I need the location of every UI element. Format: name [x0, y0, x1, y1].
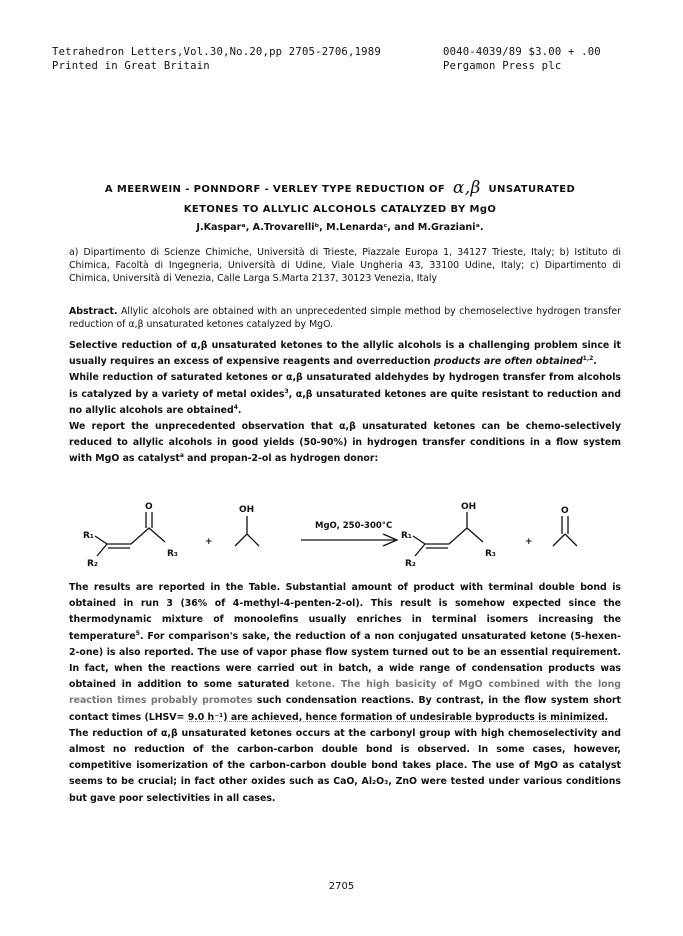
enone-r2: R₂	[87, 559, 98, 569]
paragraph-3: We report the unprecedented observation that α,β unsaturated ketones can be chemo-selectively reduced to allylic alcohols in good yields (50-90%) in hydrogen transfer conditions in a flow system with MgO as catalyst$^a$ and propan-2-ol as hydrogen donor:	[69, 421, 621, 465]
acetone-skeleton	[553, 534, 577, 546]
enone-carbonyl	[146, 512, 152, 528]
enone-r1: R₁	[83, 531, 94, 541]
allylic-r3: R₃	[485, 549, 496, 559]
allylic-r1: R₁	[401, 531, 412, 541]
issn-price: 0040-4039/89 $3.00 + .00	[443, 46, 601, 58]
abstract-label: Abstract.	[69, 306, 118, 317]
affiliations: a) Dipartimento di Scienze Chimiche, Università di Trieste, Piazzale Europa 1, 34127 Trieste, Italy; b) Istituto di Chimica, Facoltà di Ingegneria, Università di Udine, Viale Ungheria 43, 33100 Udine, Italy; c) Dipartimento di Chimica, Università di Venezia, Calle Larga S.Marta 2137, 30123 Venezia, Italy	[69, 247, 621, 284]
allylic-alcohol-skeleton	[425, 528, 483, 544]
plus-sign-1: +	[205, 537, 213, 547]
isopropanol-skeleton	[235, 516, 259, 546]
title-alpha-beta: α,β	[452, 178, 481, 198]
title-line1-post: UNSATURATED	[488, 184, 576, 195]
intro-text	[69, 338, 621, 468]
journal-citation: Tetrahedron Letters,Vol.30,No.20,pp 2705-2706,1989	[52, 46, 381, 58]
isopropanol-oh: OH	[239, 505, 255, 515]
enone-substituents	[95, 536, 107, 556]
plus-sign-2: +	[525, 537, 533, 547]
allylic-r2: R₂	[405, 559, 416, 569]
abstract-text: Allylic alcohols are obtained with an unprecedented simple method by chemoselective hydrogen transfer reduction of α,β unsaturated ketones catalyzed by MgO.	[69, 306, 621, 330]
enone-r3: R₃	[167, 549, 178, 559]
acetone-carbonyl	[562, 516, 568, 534]
paragraph-1: Selective reduction of α,β unsaturated ketones to the allylic alcohols is a challenging problem since it usually requires an excess of expensive reagents and overreduction products are often obtained$^{1,2}$.	[69, 340, 621, 368]
title-line2: KETONES TO ALLYLIC ALCOHOLS CATALYZED BY MgO	[183, 204, 497, 215]
journal-header	[52, 45, 381, 73]
publisher: Pergamon Press plc	[443, 60, 562, 72]
allylic-oh: OH	[461, 502, 477, 512]
title-line1-pre: A MEERWEIN - PONNDORF - VERLEY TYPE REDUCTION OF	[104, 184, 446, 195]
reaction-scheme	[69, 500, 621, 578]
publisher-header	[443, 45, 601, 73]
abstract	[69, 305, 621, 331]
allylic-substituents	[413, 536, 425, 556]
paragraph-2: While reduction of saturated ketones or α,β unsaturated aldehydes by hydrogen transfer from alcohols is catalyzed by a variety of metal oxides$^3$, α,β unsaturated ketones are quite resistant to reduction and no allylic alcohols are obtained$^4$.	[69, 372, 621, 416]
enone-skeleton	[107, 528, 165, 544]
paragraph-4: The results are reported in the Table. Substantial amount of product with terminal double bond is obtained in run 3 (36% of 4-methyl-4-penten-2-ol). This result is somehow expected since the thermodynamic mixture of monoolefins usually enriches in terminal isomers increasing the temperature$^5$. For comparison's sake, the reduction of a non conjugated unsaturated ketone (5-hexen-2-one) is also reported. The use of vapor phase flow system turned out to be an essential requirement. In fact, when the reactions were carried out in batch, a wide range of condensation products was obtained in addition to some saturated ketone. The high basicity of MgO combined with the long reaction times probably promotes such condensation reactions. By contrast, in the flow system short contact times (LHSV= 9.0 h⁻¹) are achieved, hence formation of undesirable byproducts is minimized.	[69, 582, 621, 723]
discussion-text	[69, 580, 621, 807]
author-list: J.Kasparᵃ, A.Trovarelliᵇ, M.Lenardaᶜ, and M.Grazianiᵃ.	[196, 222, 484, 233]
reaction-conditions: MgO, 250-300°C	[315, 521, 393, 531]
paragraph-5: The reduction of α,β unsaturated ketones occurs at the carbonyl group with high chemoselectivity and almost no reduction of the carbon-carbon double bond is observed. In some cases, however, competitive isomerization of the carbon-carbon double bond takes place. The use of MgO as catalyst seems to be crucial; in fact other oxides such as CaO, Al₂O₃, ZnO were tested under various conditions but gave poor selectivities in all cases.	[69, 727, 621, 804]
page-number: 2705	[328, 881, 355, 892]
faded-line: ketone. The high basicity of MgO combined with the long reaction times probably promotes	[69, 679, 621, 707]
acetone-oxygen: O	[561, 506, 569, 516]
printed-in: Printed in Great Britain	[52, 60, 210, 72]
enone-oxygen: O	[145, 502, 153, 512]
paper-title	[60, 178, 620, 220]
